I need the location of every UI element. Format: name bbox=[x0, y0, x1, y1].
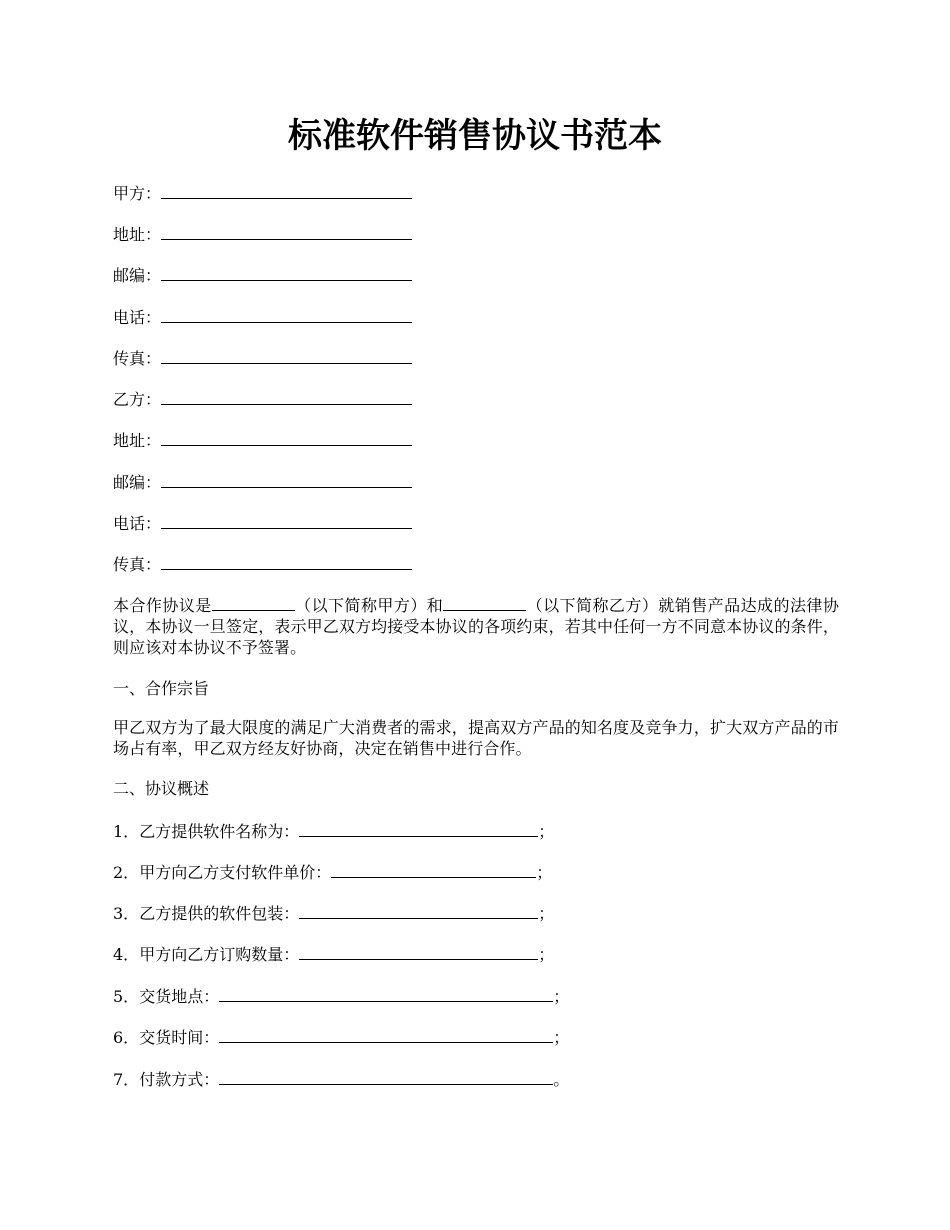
agreement-item-3 bbox=[113, 902, 554, 924]
item-blank bbox=[299, 902, 538, 919]
item-number: 7． bbox=[113, 1070, 140, 1089]
item-label: 交货时间： bbox=[139, 1028, 220, 1047]
field-blank bbox=[161, 306, 412, 323]
party-b-label: 乙方： bbox=[113, 390, 162, 409]
field-blank bbox=[161, 264, 412, 281]
agreement-item-7 bbox=[113, 1068, 569, 1090]
field-blank bbox=[161, 471, 412, 488]
party-b-address-line bbox=[113, 429, 412, 451]
item-end: ； bbox=[553, 1028, 570, 1047]
party-b-zip-line bbox=[113, 471, 412, 493]
item-number: 1． bbox=[113, 822, 140, 841]
intro-text-3: （以下简称乙方）就销售产品达成的法律协议，本协议一旦签定，表示甲乙双方均接受本协议的各项约束，若其中任何一方不同意本协议的条件，则应该对本协议不予签署。 bbox=[113, 596, 839, 657]
party-a-zip-line bbox=[113, 264, 412, 286]
section-1-heading: 一、合作宗旨 bbox=[113, 679, 210, 698]
item-blank bbox=[219, 1026, 553, 1043]
field-blank bbox=[161, 553, 412, 570]
intro-blank-a bbox=[212, 594, 295, 611]
item-number: 6． bbox=[113, 1028, 140, 1047]
field-blank bbox=[161, 223, 412, 240]
agreement-item-2 bbox=[113, 861, 552, 883]
field-label: 地址： bbox=[113, 431, 162, 450]
agreement-item-5 bbox=[113, 985, 569, 1007]
field-label: 邮编： bbox=[113, 266, 162, 285]
party-b-phone-line bbox=[113, 512, 412, 534]
intro-text-2: （以下简称甲方）和 bbox=[294, 596, 444, 615]
item-number: 5． bbox=[113, 987, 140, 1006]
section-1-paragraph: 甲乙双方为了最大限度的满足广大消费者的需求，提高双方产品的知名度及竞争力，扩大双方产品的市场占有率，甲乙双方经友好协商，决定在销售中进行合作。 bbox=[113, 718, 839, 758]
party-a-label: 甲方： bbox=[113, 184, 162, 203]
field-label: 传真： bbox=[113, 349, 162, 368]
item-blank bbox=[299, 820, 538, 837]
field-blank bbox=[161, 347, 412, 364]
document-title: 标准软件销售协议书范本 bbox=[288, 116, 662, 156]
field-label: 地址： bbox=[113, 225, 162, 244]
party-b-line bbox=[113, 388, 412, 410]
item-blank bbox=[219, 1068, 553, 1085]
party-a-blank bbox=[161, 182, 412, 199]
item-label: 甲方向乙方订购数量： bbox=[139, 945, 300, 964]
agreement-item-1 bbox=[113, 820, 554, 842]
party-a-line bbox=[113, 182, 412, 204]
item-end: ； bbox=[538, 945, 555, 964]
item-end: ； bbox=[538, 822, 555, 841]
party-b-blank bbox=[161, 388, 412, 405]
field-label: 电话： bbox=[113, 308, 162, 327]
party-a-address-line bbox=[113, 223, 412, 245]
field-blank bbox=[161, 512, 412, 529]
item-end: ； bbox=[553, 987, 570, 1006]
intro-text-1: 本合作协议是 bbox=[113, 596, 212, 615]
item-label: 甲方向乙方支付软件单价： bbox=[139, 863, 332, 882]
intro-paragraph bbox=[113, 594, 839, 658]
item-blank bbox=[299, 943, 538, 960]
field-blank bbox=[161, 429, 412, 446]
item-end: 。 bbox=[553, 1070, 570, 1089]
agreement-item-6 bbox=[113, 1026, 569, 1048]
item-blank bbox=[219, 985, 553, 1002]
item-label: 乙方提供的软件包装： bbox=[139, 904, 300, 923]
item-blank bbox=[331, 861, 536, 878]
field-label: 邮编： bbox=[113, 473, 162, 492]
field-label: 电话： bbox=[113, 514, 162, 533]
intro-blank-b bbox=[443, 594, 526, 611]
item-number: 3． bbox=[113, 904, 140, 923]
party-b-fax-line bbox=[113, 553, 412, 575]
agreement-item-4 bbox=[113, 943, 554, 965]
field-label: 传真： bbox=[113, 555, 162, 574]
party-a-fax-line bbox=[113, 347, 412, 369]
item-label: 付款方式： bbox=[139, 1070, 220, 1089]
item-end: ； bbox=[536, 863, 553, 882]
item-number: 2． bbox=[113, 863, 140, 882]
item-number: 4． bbox=[113, 945, 140, 964]
party-a-phone-line bbox=[113, 306, 412, 328]
item-end: ； bbox=[538, 904, 555, 923]
item-label: 乙方提供软件名称为： bbox=[139, 822, 300, 841]
section-2-heading: 二、协议概述 bbox=[113, 779, 210, 798]
item-label: 交货地点： bbox=[139, 987, 220, 1006]
